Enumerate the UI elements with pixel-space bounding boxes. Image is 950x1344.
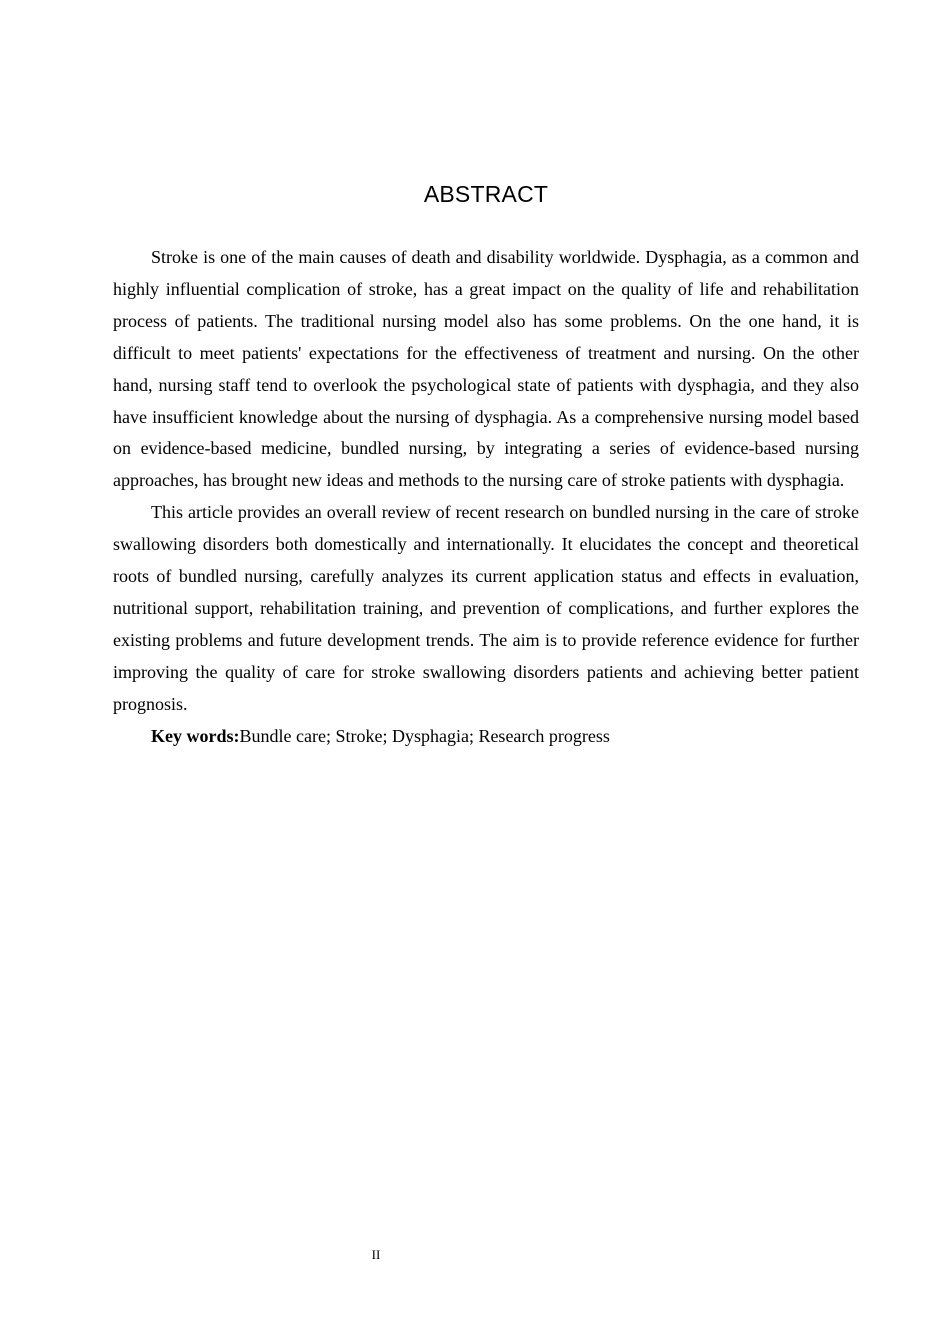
abstract-title: ABSTRACT xyxy=(423,181,549,207)
abstract-paragraph: This article provides an overall review of recent research on bundled nursing in the care of stroke swallowing disorders both domestically and internationally. It elucidates the concept and theoretical roots of bundled nursing, carefully analyzes its current application status and effects in evaluation, nutritional support, rehabilitation training, and prevention of complications, and further explores the existing problems and future development trends. The aim is to provide reference evidence for further improving the quality of care for stroke swallowing disorders patients and achieving better patient prognosis. xyxy=(113,502,859,714)
abstract-paragraph: Stroke is one of the main causes of death and disability worldwide. Dysphagia, as a common and highly influential complication of stroke, has a great impact on the quality of life and rehabilitation process of patients. The traditional nursing model also has some problems. On the one hand, it is difficult to meet patients' expectations for the effectiveness of treatment and nursing. On the other hand, nursing staff tend to overlook the psychological state of patients with dysphagia, and they also have insufficient knowledge about the nursing of dysphagia. As a comprehensive nursing model based on evidence-based medicine, bundled nursing, by integrating a series of evidence-based nursing approaches, has brought new ideas and methods to the nursing care of stroke patients with dysphagia. xyxy=(113,247,859,491)
keywords-label: Key words: xyxy=(151,725,240,746)
keywords-line xyxy=(113,721,859,753)
abstract-body xyxy=(113,242,859,753)
keywords-value: Bundle care; Stroke; Dysphagia; Research progress xyxy=(239,725,610,746)
page-number: II xyxy=(371,1247,381,1262)
